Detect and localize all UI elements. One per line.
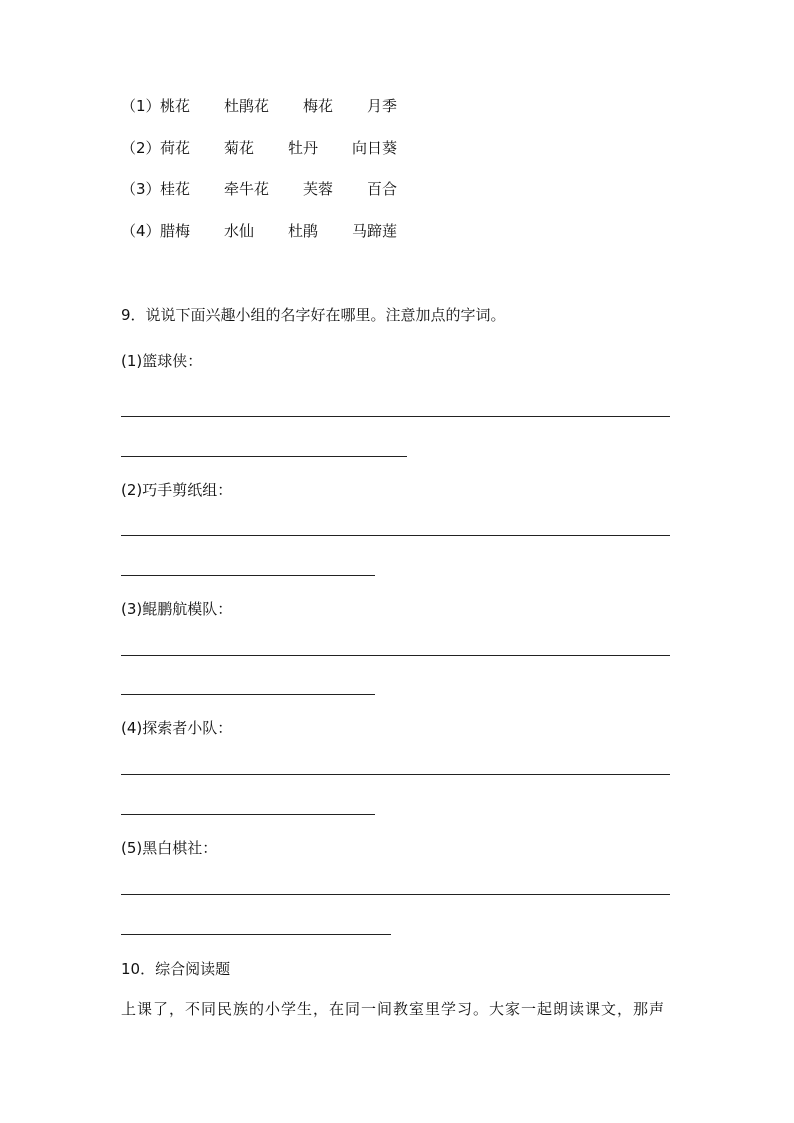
q9-item-5: (5)黑白棋社： [121, 839, 218, 857]
flower-option: 桂花 [160, 180, 191, 198]
flower-option: 向日葵 [352, 139, 398, 157]
flower-option: 月季 [367, 97, 398, 115]
question-10-title: 10．综合阅读题 [121, 960, 231, 978]
flower-option: 桃花 [160, 97, 191, 115]
answer-line[interactable] [121, 456, 407, 457]
answer-line[interactable] [121, 575, 375, 576]
answer-line[interactable] [121, 894, 670, 895]
flower-option: 百合 [367, 180, 398, 198]
q9-item-3: (3)鲲鹏航模队： [121, 600, 233, 618]
flower-option: 牵牛花 [224, 180, 270, 198]
answer-line[interactable] [121, 934, 391, 935]
flower-option: 芙蓉 [303, 180, 334, 198]
answer-line[interactable] [121, 535, 670, 536]
flower-option: 杜鹃花 [224, 97, 270, 115]
answer-line[interactable] [121, 655, 670, 656]
flower-option: 菊花 [224, 139, 255, 157]
flower-option: 梅花 [303, 97, 334, 115]
question-9-prompt: 9．说说下面兴趣小组的名字好在哪里。注意加点的字词。 [121, 306, 506, 324]
flower-option: 荷花 [160, 139, 191, 157]
answer-line[interactable] [121, 814, 375, 815]
q9-item-2: (2)巧手剪纸组： [121, 481, 233, 499]
group-number: （3） [121, 180, 161, 198]
flower-option: 腊梅 [160, 222, 191, 240]
flower-option: 马蹄莲 [352, 222, 398, 240]
group-number: （4） [121, 222, 161, 240]
answer-line[interactable] [121, 774, 670, 775]
flower-option: 牡丹 [288, 139, 319, 157]
flower-option: 水仙 [224, 222, 255, 240]
q9-item-1: (1)篮球侠： [121, 352, 203, 370]
flower-option: 杜鹃 [288, 222, 319, 240]
reading-passage: 上课了，不同民族的小学生，在同一间教室里学习。大家一起朗读课文，那声 [121, 1000, 666, 1018]
answer-line[interactable] [121, 416, 670, 417]
answer-line[interactable] [121, 694, 375, 695]
q9-item-4: (4)探索者小队： [121, 719, 233, 737]
group-number: （2） [121, 139, 161, 157]
group-number: （1） [121, 97, 161, 115]
